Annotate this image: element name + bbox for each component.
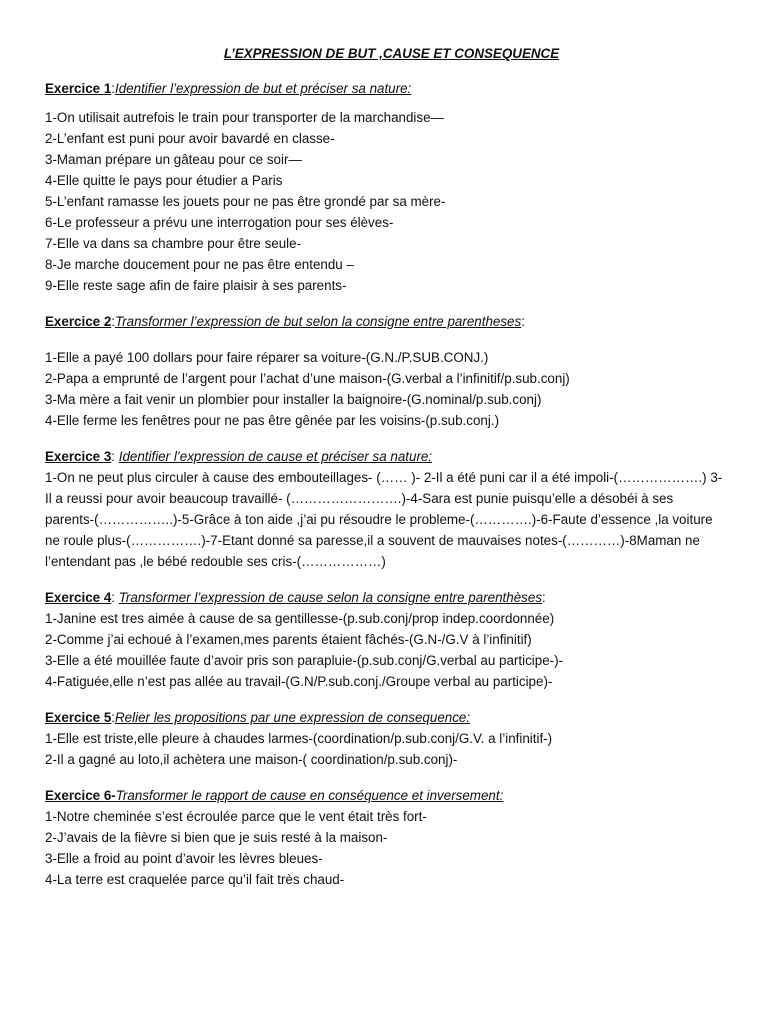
exercise-4 [45,587,728,692]
exercise-line: 3-Elle a froid au point d’avoir les lèvres bleues- [45,851,323,866]
exercise-1 [45,78,728,296]
exercise-separator: : [111,710,116,725]
exercise-line: 7-Elle va dans sa chambre pour être seule- [45,236,302,251]
exercise-separator: : [111,314,116,329]
exercise-header [45,446,728,467]
exercise-instruction: Identifier l’expression de cause et préciser sa nature: [118,449,433,464]
exercise-3 [45,446,728,572]
exercise-line: 1-Elle est triste,elle pleure à chaudes larmes-(coordination/p.sub.conj/G.V. a l’infinitif-) [45,731,553,746]
exercise-line: 4-La terre est craquelée parce qu’il fait très chaud- [45,872,345,887]
exercise-separator: : [111,449,119,464]
exercise-line: 2-L’enfant est puni pour avoir bavardé en classe- [45,131,335,146]
exercise-header [45,707,728,728]
exercise-line: 4-Fatiguée,elle n’est pas allée au travail-(G.N/P.sub.conj./Groupe verbal au participe)- [45,674,553,689]
exercise-separator: - [111,788,116,803]
exercise-line: 8-Je marche doucement pour ne pas être entendu – [45,257,354,272]
exercise-line: 3-Elle a été mouillée faute d’avoir pris son parapluie-(p.sub.conj/G.verbal au participe-)- [45,653,564,668]
exercise-line: 6-Le professeur a prévu une interrogation pour ses élèves- [45,215,394,230]
exercise-line: 3-Ma mère a fait venir un plombier pour installer la baignoire-(G.nominal/p.sub.conj) [45,392,542,407]
exercise-line: 5-L’enfant ramasse les jouets pour ne pas être grondé par sa mère- [45,194,446,209]
exercise-label: Exercice 4 [45,590,112,605]
exercise-label: Exercice 1 [45,81,112,96]
exercise-label: Exercice 2 [45,314,112,329]
exercise-label: Exercice 6 [45,788,112,803]
exercise-header [45,78,728,99]
exercise-label: Exercice 5 [45,710,112,725]
exercise-instruction: Identifier l’expression de but et préciser sa nature: [115,81,412,96]
exercise-6 [45,785,728,890]
exercise-line: 1-Notre cheminée s’est écroulée parce que le vent était très fort- [45,809,427,824]
exercise-line: 2-Papa a emprunté de l’argent pour l’achat d’une maison-(G.verbal a l’infinitif/p.sub.conj) [45,371,570,386]
document-title: L’EXPRESSION DE BUT ,CAUSE ET CONSEQUENCE [223,46,560,61]
exercise-separator: : [111,590,119,605]
exercise-line: 3-Maman prépare un gâteau pour ce soir— [45,152,302,167]
exercise-line: 4-Elle quitte le pays pour étudier a Paris [45,173,283,188]
exercise-separator: : [521,314,525,329]
exercise-header [45,785,728,806]
exercise-instruction: Relier les propositions par une expression de consequence: [115,710,471,725]
exercise-label: Exercice 3 [45,449,112,464]
exercise-header [45,587,728,608]
exercise-line: 1-Elle a payé 100 dollars pour faire réparer sa voiture-(G.N./P.SUB.CONJ.) [45,350,489,365]
exercise-line: 9-Elle reste sage afin de faire plaisir à ses parents- [45,278,347,293]
exercise-line: 2-Comme j’ai echoué à l’examen,mes parents étaient fâchés-(G.N-/G.V à l’infinitif) [45,632,532,647]
exercise-line: 4-Elle ferme les fenêtres pour ne pas être gênée par les voisins-(p.sub.conj.) [45,413,500,428]
exercise-line: 2-Il a gagné au loto,il achètera une maison-( coordination/p.sub.conj)- [45,752,458,767]
exercise-separator: : [111,81,116,96]
exercise-instruction: Transformer le rapport de cause en conséquence et inversement: [115,788,504,803]
exercise-2 [45,311,728,431]
exercise-5 [45,707,728,770]
exercise-instruction: Transformer l’expression de but selon la consigne entre parentheses [115,314,522,329]
exercise-instruction: Transformer l’expression de cause selon la consigne entre parenthèses [118,590,543,605]
exercise-paragraph: 1-On ne peut plus circuler à cause des embouteillages- (…… )- 2-Il a été puni car il a été impoli-(……………….) 3-Il a reussi pour avoir beaucoup travaillé- (…………………….)-4-Sara est punie puisqu’elle a désobéi à ses parents-(……………..)-5-Grâce à ton aide ,j’ai pu résoudre le probleme-(………….)-6-Faute d’essence ,la voiture ne roule plus-(…………….)-7-Etant donné sa paresse,il a souvent de mauvaises notes-(…………)-8Maman ne l’entendant pas ,le bébé redouble ses cris-(………………) [45,470,723,569]
exercise-line: 1-Janine est tres aimée à cause de sa gentillesse-(p.sub.conj/prop indep.coordonnée) [45,611,555,626]
exercise-line: 2-J’avais de la fièvre si bien que je suis resté à la maison- [45,830,388,845]
exercise-separator: : [542,590,546,605]
exercise-header [45,311,728,332]
exercise-line: 1-On utilisait autrefois le train pour transporter de la marchandise— [45,110,444,125]
